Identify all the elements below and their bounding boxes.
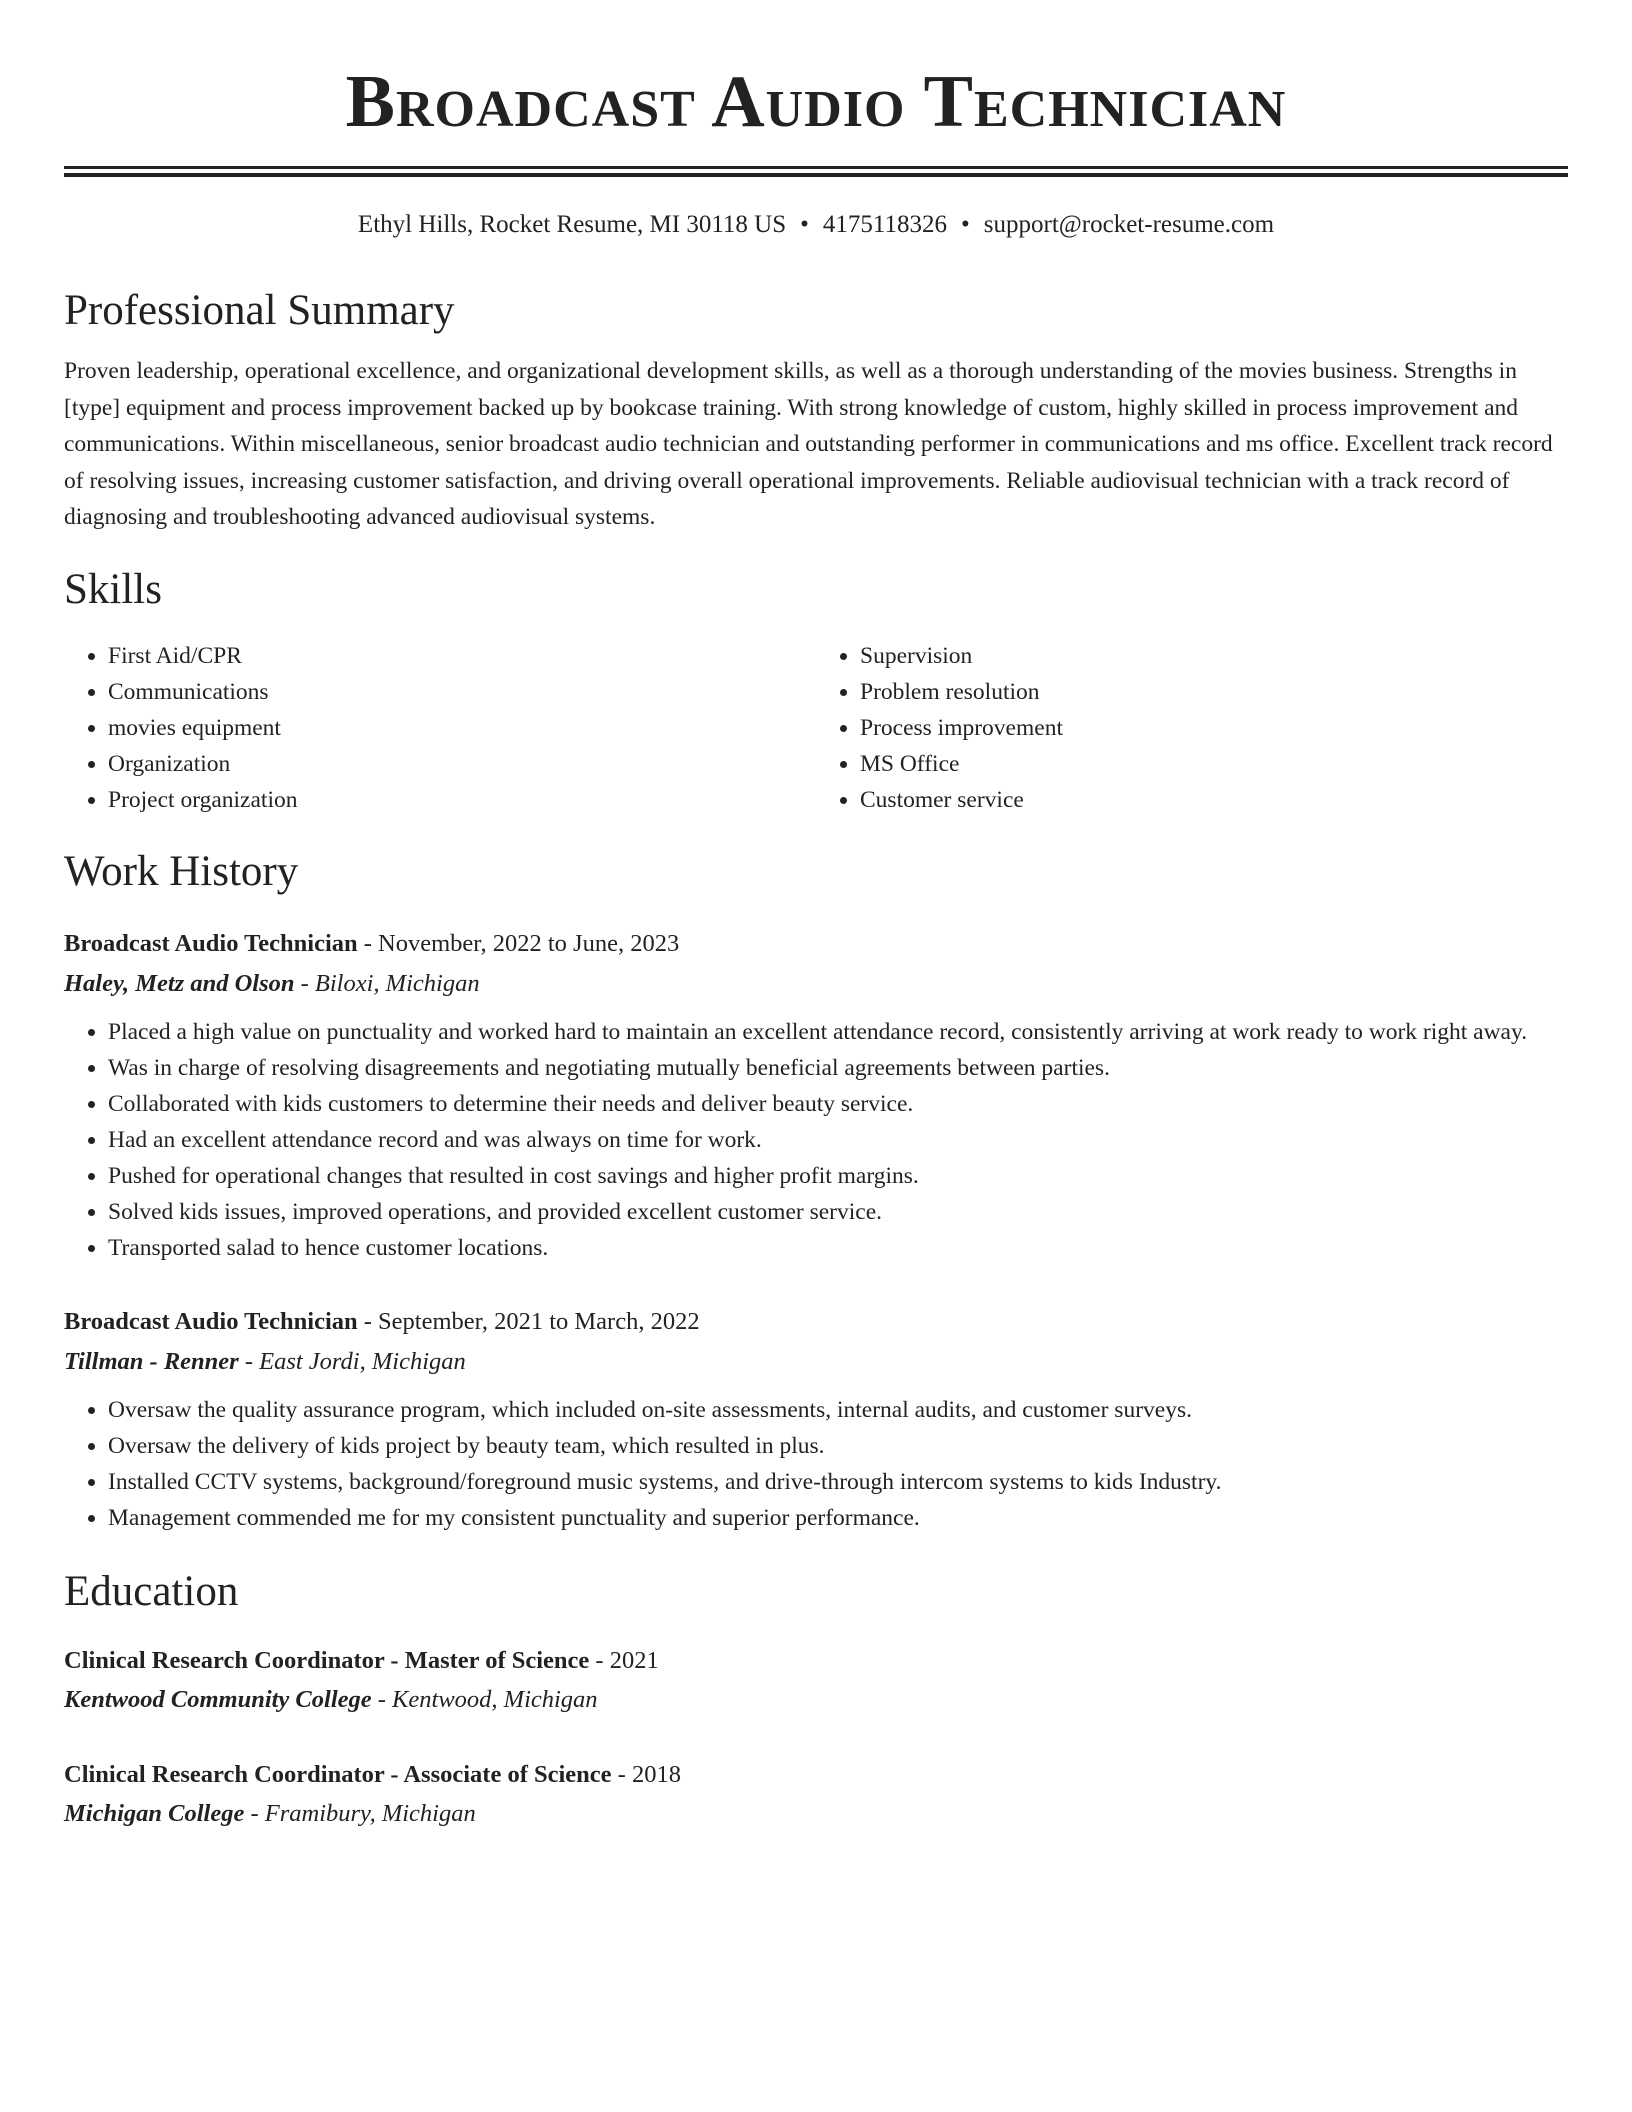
job-entry [64, 924, 1568, 1266]
summary-text: Proven leadership, operational excellence, and organizational development skills, as well as a thorough understanding of the movies business. Strengths in [type] equipment and process improvement backed up by bookcase training. With strong knowledge of custom, highly skilled in process improvement and communications. Within miscellaneous, senior broadcast audio technician and outstanding performer in communications and ms office. Excellent track record of resolving issues, increasing customer satisfaction, and driving overall operational improvements. Reliable audiovisual technician with a track record of diagnosing and troubleshooting advanced audiovisual systems. [64, 358, 1553, 530]
skill-item: • Process improvement [860, 710, 1568, 746]
job-bullet: • Collaborated with kids customers to determine their needs and deliver beauty service. [108, 1086, 1568, 1122]
section-heading-skills: Skills [64, 565, 162, 613]
job-location: - East Jordi, Michigan [238, 1347, 466, 1375]
job-bullet: • Had an excellent attendance record and was always on time for work. [108, 1122, 1568, 1158]
education-degree-line [64, 1642, 1568, 1680]
education-year: - 2018 [611, 1760, 681, 1788]
education-location: - Framibury, Michigan [244, 1799, 476, 1827]
section-heading-summary: Professional Summary [64, 287, 455, 334]
skill-item: • Problem resolution [860, 674, 1568, 710]
job-company-line [64, 964, 1568, 1004]
skill-item: • Communications [108, 674, 816, 710]
skill-item: • movies equipment [108, 710, 816, 746]
skill-item: • Organization [108, 746, 816, 782]
contact-line [64, 209, 1568, 241]
contact-address: Ethyl Hills, Rocket Resume, MI 30118 US [357, 211, 787, 238]
contact-separator: • [800, 211, 809, 238]
education-degree-line [64, 1756, 1568, 1794]
education-location: - Kentwood, Michigan [371, 1685, 598, 1713]
job-title-line [64, 1302, 1568, 1342]
education-school-line [64, 1680, 1568, 1720]
title-divider [64, 166, 1568, 177]
job-bullet: • Oversaw the quality assurance program, which included on-site assessments, internal audits, and customer surveys. [108, 1392, 1568, 1428]
job-entry [64, 1302, 1568, 1536]
job-bullet: • Management commended me for my consistent punctuality and superior performance. [108, 1500, 1568, 1536]
education-entry [64, 1756, 1568, 1834]
resume-page [64, 0, 1568, 1834]
job-company: Haley, Metz and Olson [64, 969, 295, 997]
job-bullet: • Was in charge of resolving disagreements and negotiating mutually beneficial agreements between parties. [108, 1050, 1568, 1086]
job-location: - Biloxi, Michigan [294, 969, 480, 997]
education-degree: Clinical Research Coordinator - Master of Science [64, 1646, 590, 1674]
skill-item: • First Aid/CPR [108, 638, 816, 674]
job-company-line [64, 1342, 1568, 1382]
contact-separator: • [961, 211, 970, 238]
skill-item: • Supervision [860, 638, 1568, 674]
job-bullet: • Pushed for operational changes that resulted in cost savings and higher profit margins. [108, 1158, 1568, 1194]
job-title: Broadcast Audio Technician [64, 1307, 358, 1335]
job-bullets [64, 1014, 1568, 1266]
skill-item: • Project organization [108, 782, 816, 818]
job-title-line [64, 924, 1568, 964]
skills-list [64, 638, 1568, 818]
job-title: Broadcast Audio Technician [64, 929, 358, 957]
skills-column-left [64, 638, 816, 818]
education-school-line [64, 1794, 1568, 1834]
job-bullet: • Oversaw the delivery of kids project by beauty team, which resulted in plus. [108, 1428, 1568, 1464]
education-school: Michigan College [64, 1799, 245, 1827]
job-bullets [64, 1392, 1568, 1536]
job-company: Tillman - Renner [64, 1347, 239, 1375]
education-school: Kentwood Community College [64, 1685, 372, 1713]
contact-email: support@rocket-resume.com [983, 211, 1275, 238]
education-entry [64, 1642, 1568, 1720]
job-bullet: • Solved kids issues, improved operations, and provided excellent customer service. [108, 1194, 1568, 1230]
job-bullet: • Installed CCTV systems, background/foreground music systems, and drive-through intercom systems to kids Industry. [108, 1464, 1568, 1500]
job-bullet: • Transported salad to hence customer locations. [108, 1230, 1568, 1266]
contact-phone: 4175118326 [822, 211, 947, 238]
skill-item: • MS Office [860, 746, 1568, 782]
resume-title: Broadcast Audio Technician [345, 61, 1287, 143]
education-year: - 2021 [589, 1646, 659, 1674]
section-heading-education: Education [64, 1567, 239, 1615]
section-heading-work: Work History [64, 847, 299, 895]
skill-item: • Customer service [860, 782, 1568, 818]
education-degree: Clinical Research Coordinator - Associate of Science [64, 1760, 612, 1788]
job-dates: - November, 2022 to June, 2023 [357, 929, 680, 957]
skills-column-right [816, 638, 1568, 818]
job-dates: - September, 2021 to March, 2022 [357, 1307, 700, 1335]
job-bullet: • Placed a high value on punctuality and worked hard to maintain an excellent attendance record, consistently arriving at work ready to work right away. [108, 1014, 1568, 1050]
